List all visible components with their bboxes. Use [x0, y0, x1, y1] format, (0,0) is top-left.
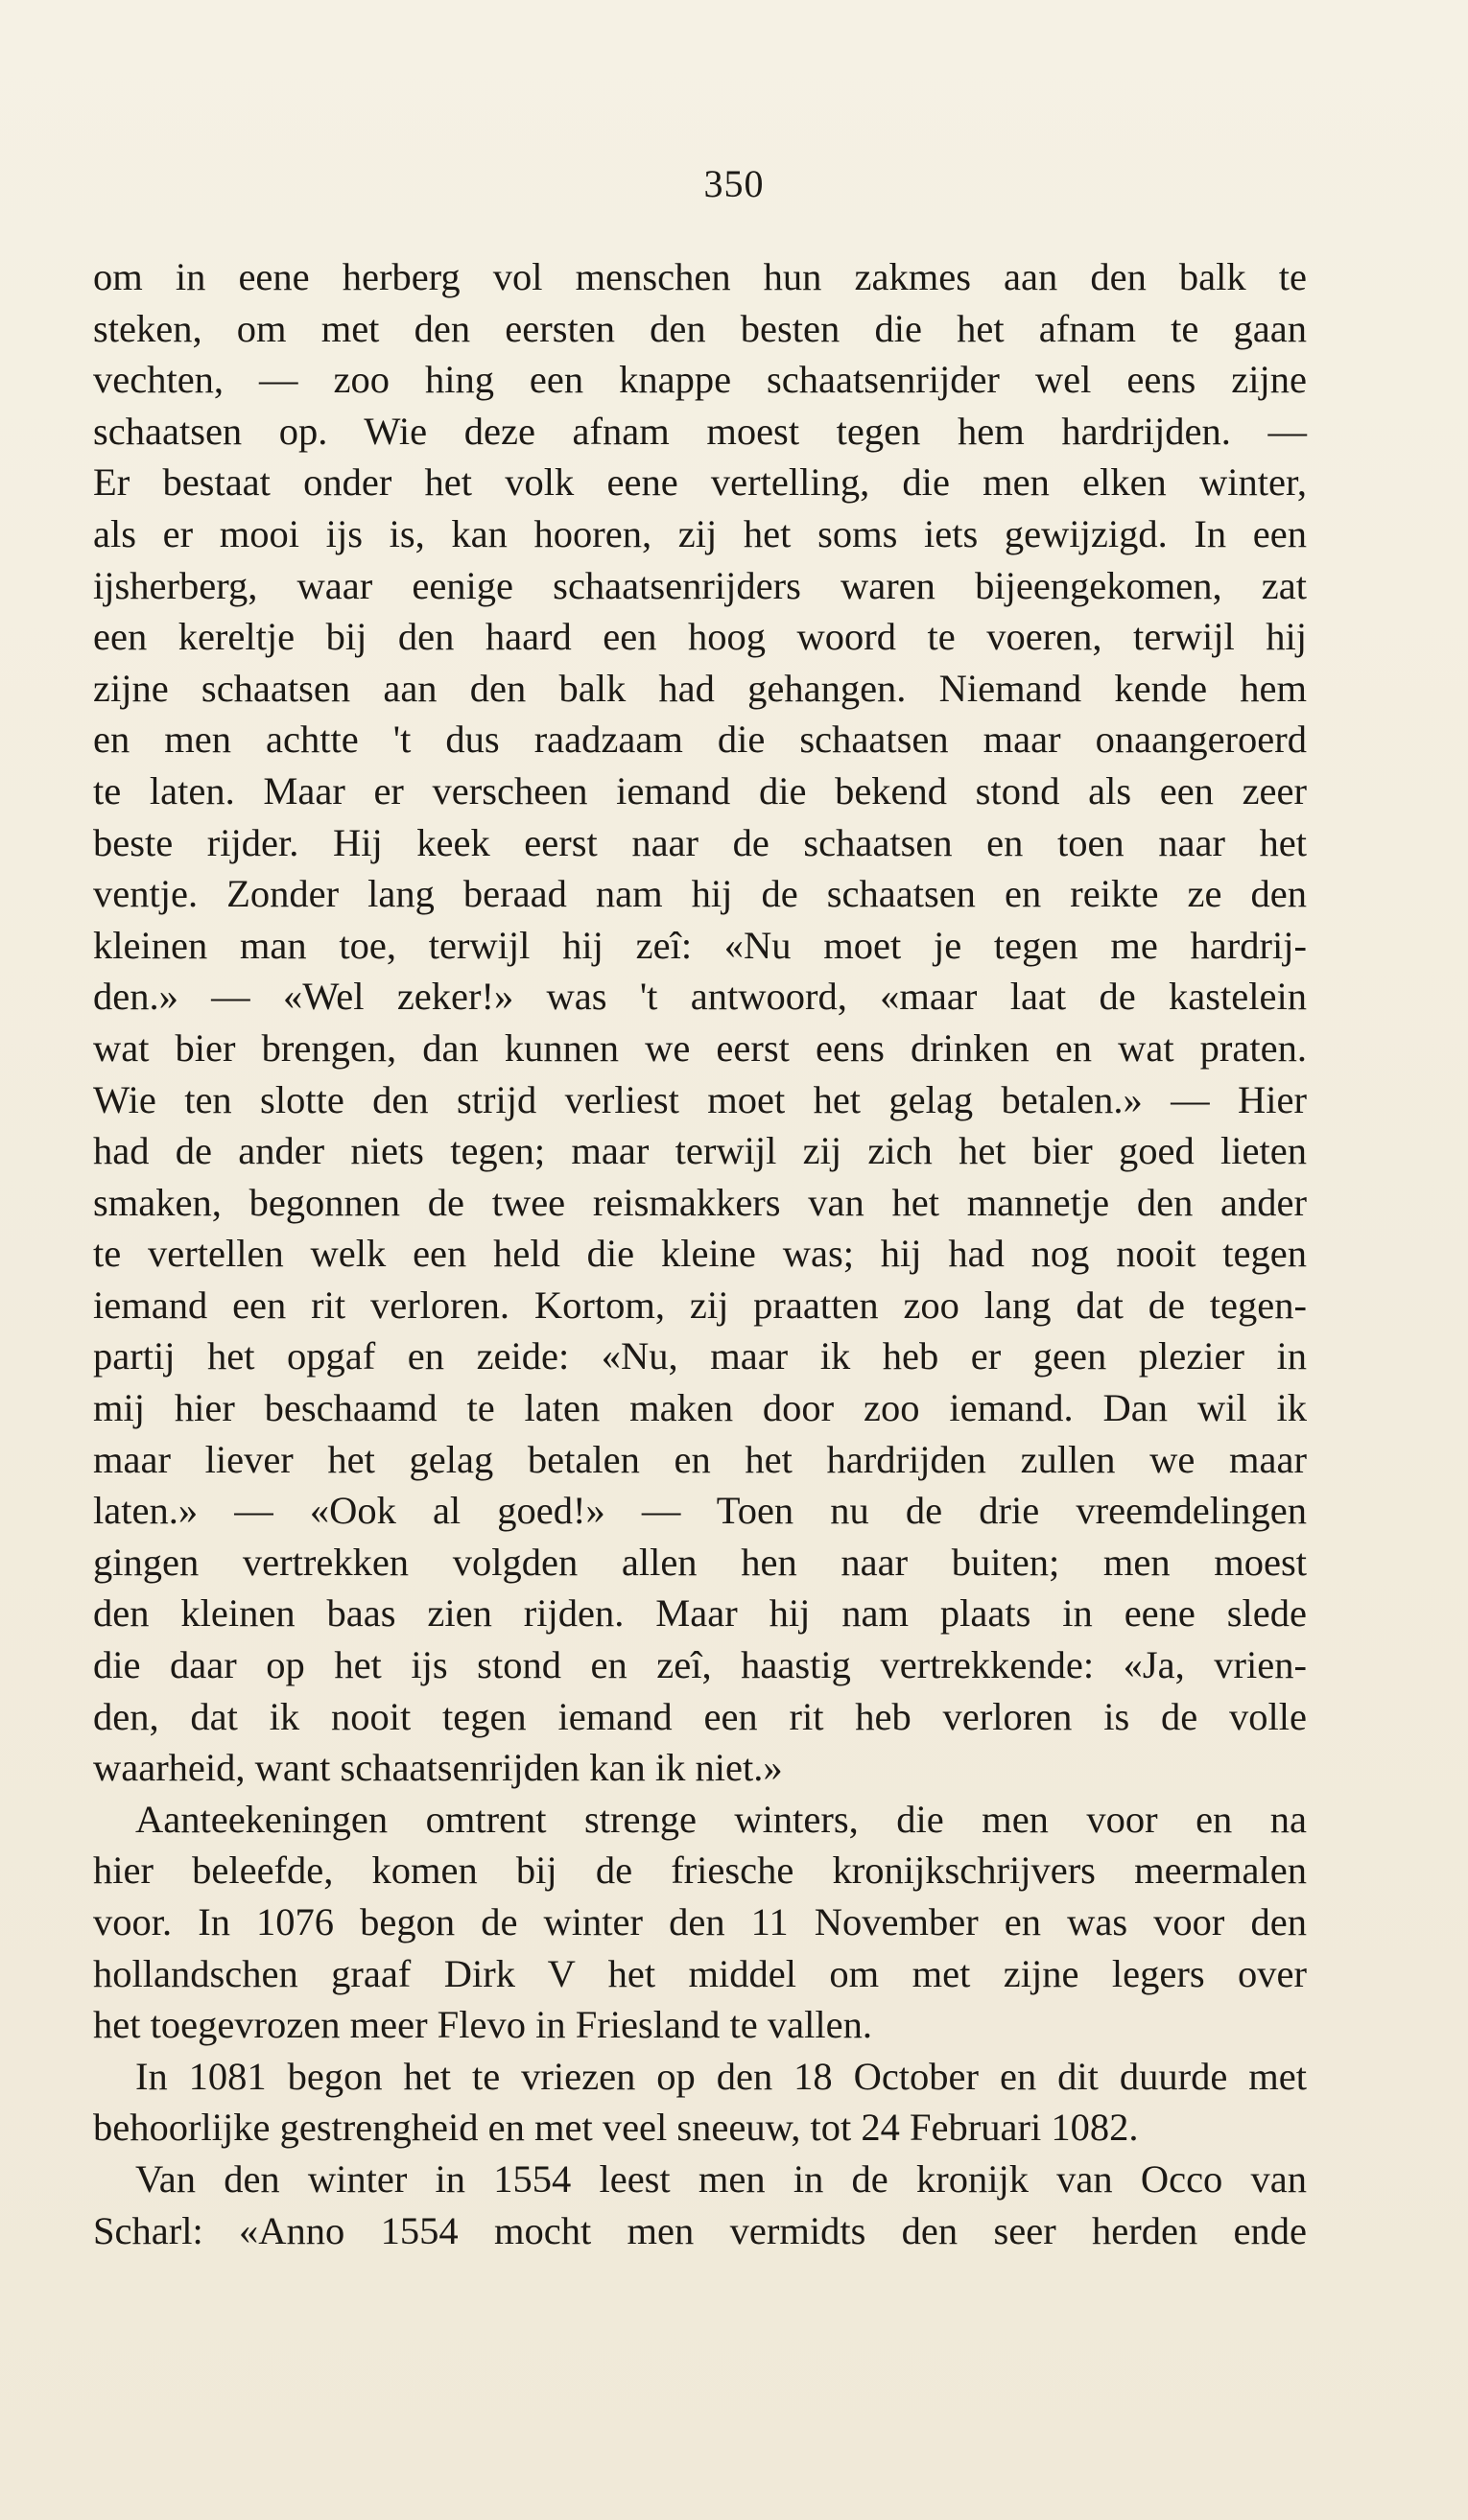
text-line: mij hier beschaamd te laten maken door zoo iemand. Dan wil ik — [93, 1386, 1307, 1430]
text-line: voor. In 1076 begon de winter den 11 November en was voor den — [93, 1900, 1307, 1943]
page-number: 350 — [703, 162, 765, 205]
text-line: ventje. Zonder lang beraad nam hij de schaatsen en reikte ze den — [93, 872, 1307, 916]
text-line: hier beleefde, komen bij de friesche kronijkschrijvers meermalen — [93, 1849, 1307, 1893]
text-line: Aanteekeningen omtrent strenge winters, die men voor en na — [135, 1797, 1307, 1841]
text-line: behoorlijke gestrengheid en met veel sneeuw, tot 24 Februari 1082. — [93, 2106, 1139, 2150]
text-line: laten.» — «Ook al goed!» — Toen nu de drie vreemdelingen — [93, 1489, 1307, 1533]
text-line: smaken, begonnen de twee reismakkers van het mannetje den ander — [93, 1180, 1307, 1224]
text-line: hollandschen graaf Dirk V het middel om met zijne legers over — [93, 1951, 1307, 1995]
text-line: wat bier brengen, dan kunnen we eerst eens drinken en wat praten. — [93, 1025, 1307, 1070]
text-line: In 1081 begon het te vriezen op den 18 October en dit duurde met — [135, 2054, 1307, 2098]
body-text — [93, 251, 1307, 2256]
text-line: kleinen man toe, terwijl hij zeî: «Nu moet je tegen me hardrij- — [93, 923, 1307, 967]
text-line: het toegevrozen meer Flevo in Friesland te vallen. — [93, 2003, 872, 2047]
text-line: vechten, — zoo hing een knappe schaatsenrijder wel eens zijne — [93, 358, 1307, 402]
text-line: gingen vertrekken volgden allen hen naar buiten; men moest — [93, 1540, 1307, 1584]
text-line: had de ander niets tegen; maar terwijl zij zich het bier goed lieten — [93, 1129, 1307, 1173]
text-line: maar liever het gelag betalen en het hardrijden zullen we maar — [93, 1437, 1307, 1481]
text-line: den kleinen baas zien rijden. Maar hij nam plaats in eene slede — [93, 1591, 1307, 1636]
text-line: als er mooi ijs is, kan hooren, zij het soms iets gewijzigd. In een — [93, 511, 1307, 555]
text-line: Wie ten slotte den strijd verliest moet het gelag betalen.» — Hier — [93, 1077, 1307, 1121]
text-line: Scharl: «Anno 1554 mocht men vermidts den seer herden ende — [93, 2208, 1307, 2252]
text-line: den.» — «Wel zeker!» was 't antwoord, «maar laat de kastelein — [93, 975, 1307, 1019]
text-line: die daar op het ijs stond en zeî, haastig vertrekkende: «Ja, vrien- — [93, 1643, 1307, 1687]
text-line: beste rijder. Hij keek eerst naar de schaatsen en toen naar het — [93, 820, 1307, 864]
text-line: partij het opgaf en zeide: «Nu, maar ik heb er geen plezier in — [93, 1334, 1307, 1378]
text-line: een kereltje bij den haard een hoog woord te voeren, terwijl hij — [93, 615, 1307, 659]
text-line: te vertellen welk een held die kleine was; hij had nog nooit tegen — [93, 1232, 1307, 1276]
text-line: en men achtte 't dus raadzaam die schaatsen maar onaangeroerd — [93, 718, 1307, 762]
text-line: om in eene herberg vol menschen hun zakmes aan den balk te — [93, 255, 1307, 298]
text-line: schaatsen op. Wie deze afnam moest tegen hem hardrijden. — — [93, 409, 1307, 453]
text-line: zijne schaatsen aan den balk had gehangen. Niemand kende hem — [93, 666, 1307, 710]
text-line: steken, om met den eersten den besten die het afnam te gaan — [93, 306, 1307, 350]
text-line: te laten. Maar er verscheen iemand die bekend stond als een zeer — [93, 768, 1307, 813]
text-line: den, dat ik nooit tegen iemand een rit heb verloren is de volle — [93, 1694, 1307, 1738]
text-line: ijsherberg, waar eenige schaatsenrijders waren bijeengekomen, zat — [93, 563, 1307, 607]
text-line: iemand een rit verloren. Kortom, zij praatten zoo lang dat de tegen- — [93, 1283, 1307, 1327]
text-line: Er bestaat onder het volk eene vertelling, die men elken winter, — [93, 460, 1307, 505]
text-line: waarheid, want schaatsenrijden kan ik niet.» — [93, 1746, 783, 1790]
text-line: Van den winter in 1554 leest men in de kronijk van Occo van — [135, 2156, 1307, 2201]
